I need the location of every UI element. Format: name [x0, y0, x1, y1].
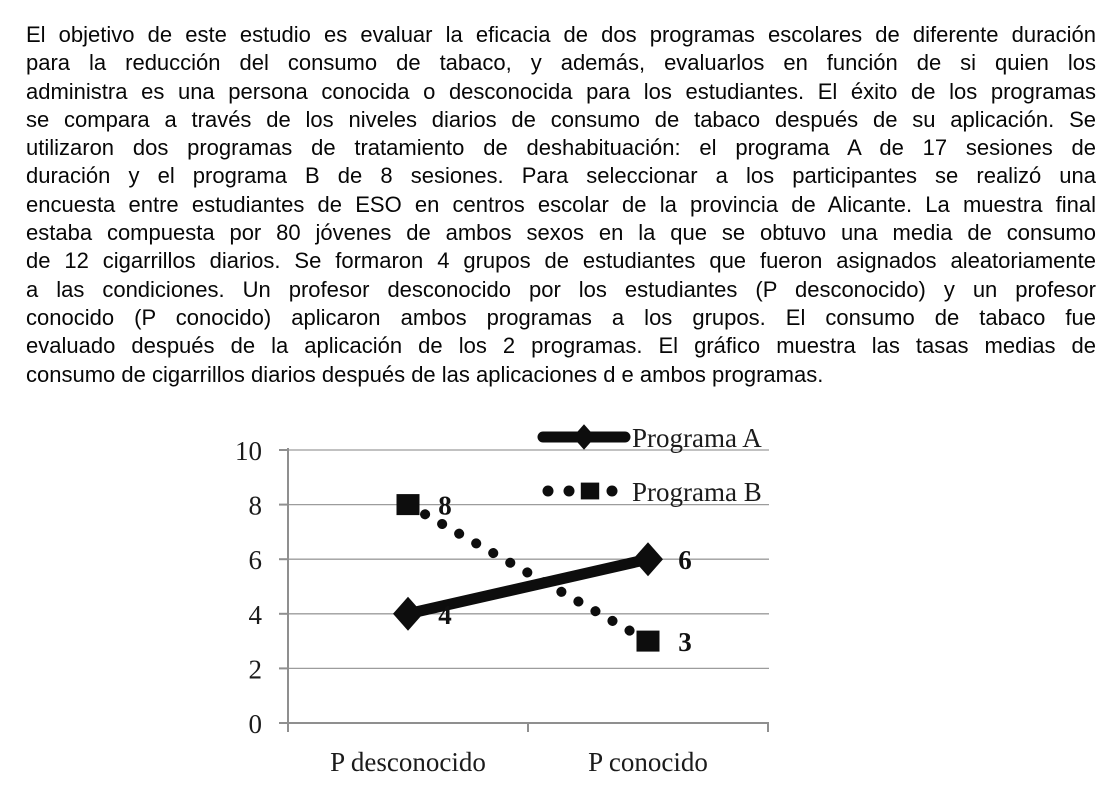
paragraph-line: a las condiciones. Un profesor desconocido por los estudiantes (P desconocido) y un profesor — [26, 276, 1096, 302]
legend-sample-dot — [607, 486, 618, 497]
paragraph-line: utilizaron dos programas de tratamiento de deshabituación: el programa A de 17 sesiones de — [26, 135, 1096, 161]
paragraph-line: estaba compuesta por 80 jóvenes de ambos sexos en la que se obtuvo una media de consumo — [26, 220, 1096, 246]
x-category-label: P conocido — [588, 747, 708, 777]
y-tick-label: 4 — [248, 599, 262, 630]
paragraph-line: de 12 cigarrillos diarios. Se formaron 4 grupos de estudiantes que fueron asignados aleatoriamente — [26, 248, 1096, 274]
paragraph-line: duración y el programa B de 8 sesiones. Para seleccionar a los participantes se realizó una — [26, 163, 1096, 189]
marker-diamond — [633, 542, 663, 576]
x-category-label: P desconocido — [330, 747, 486, 777]
legend-sample-dot — [564, 486, 575, 497]
paragraph-line: consumo de cigarrillos diarios después de las aplicaciones d e ambos programas. — [26, 361, 824, 387]
paragraph-line: para la reducción del consumo de tabaco, y además, evaluarlos en función de si quien los — [26, 50, 1096, 76]
data-label: 8 — [438, 490, 452, 521]
marker-square — [397, 494, 420, 515]
legend-marker-diamond — [573, 424, 596, 450]
y-tick-label: 10 — [235, 436, 262, 466]
marker-square — [637, 631, 660, 652]
paragraph-line: El objetivo de este estudio es evaluar la eficacia de dos programas escolares de diferente duración — [26, 22, 1096, 47]
y-tick-label: 8 — [248, 490, 262, 521]
paragraph-line: administra es una persona conocida o desconocida para los estudiantes. El éxito de los programas — [26, 78, 1096, 104]
y-tick-label: 6 — [248, 545, 262, 576]
y-tick-label: 2 — [248, 654, 262, 685]
legend-marker-square — [581, 483, 599, 500]
data-label: 6 — [678, 545, 692, 576]
data-label: 4 — [438, 599, 452, 630]
legend-label: Programa B — [632, 477, 762, 507]
legend-sample-dot — [543, 486, 554, 497]
paragraph-line: evaluado después de la aplicación de los 2 programas. El gráfico muestra las tasas medias de — [26, 333, 1096, 359]
y-tick-label: 0 — [248, 709, 262, 739]
legend-label: Programa A — [632, 423, 762, 453]
paragraph-line: conocido (P conocido) aplicaron ambos programas a los grupos. El consumo de tabaco fue — [26, 304, 1096, 330]
data-label: 3 — [678, 627, 692, 658]
marker-diamond — [393, 597, 423, 631]
paragraph-line: se compara a través de los niveles diarios de consumo de tabaco después de su aplicación. Se — [26, 106, 1096, 132]
paragraph-line: encuesta entre estudiantes de ESO en centros escolar de la provincia de Alicante. La muestra final — [26, 191, 1096, 217]
